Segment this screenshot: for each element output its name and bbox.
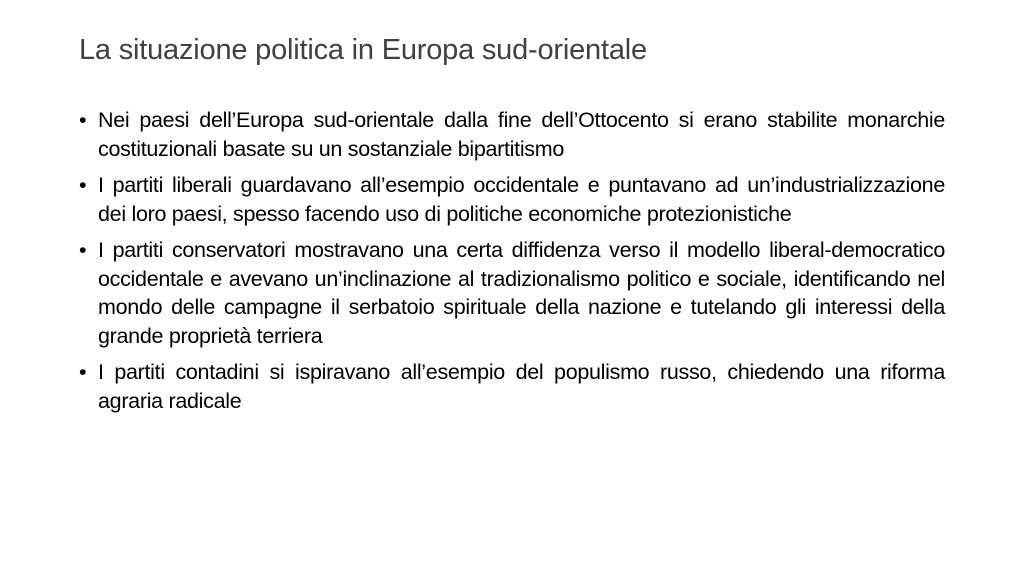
bullet-item (79, 106, 945, 163)
bullet-text: I partiti liberali guardavano all’esempio occidentale e puntavano ad un’industrializzazione dei loro paesi, spesso facendo uso di politiche economiche protezionistiche (98, 173, 945, 226)
bullet-list (79, 106, 945, 423)
slide-title: La situazione politica in Europa sud-orientale (79, 34, 647, 66)
bullet-item (79, 236, 945, 350)
bullet-text: I partiti contadini si ispiravano all’esempio del populismo russo, chiedendo una riforma agraria radicale (98, 360, 945, 413)
bullet-dot-icon: • (79, 173, 87, 197)
bullet-dot-icon: • (79, 360, 87, 384)
bullet-text: Nei paesi dell’Europa sud-orientale dalla fine dell’Ottocento si erano stabilite monarchie costituzionali basate su un sostanziale bipartitismo (98, 108, 945, 161)
bullet-item (79, 171, 945, 228)
bullet-dot-icon: • (79, 108, 87, 132)
bullet-item (79, 358, 945, 415)
bullet-dot-icon: • (79, 238, 87, 262)
bullet-text: I partiti conservatori mostravano una certa diffidenza verso il modello liberal-democratico occidentale e avevano un’inclinazione al tradizionalismo politico e sociale, identificando nel mondo delle campagne il serbatoio spirituale della nazione e tutelando gli interessi della grande proprietà terriera (98, 238, 945, 348)
